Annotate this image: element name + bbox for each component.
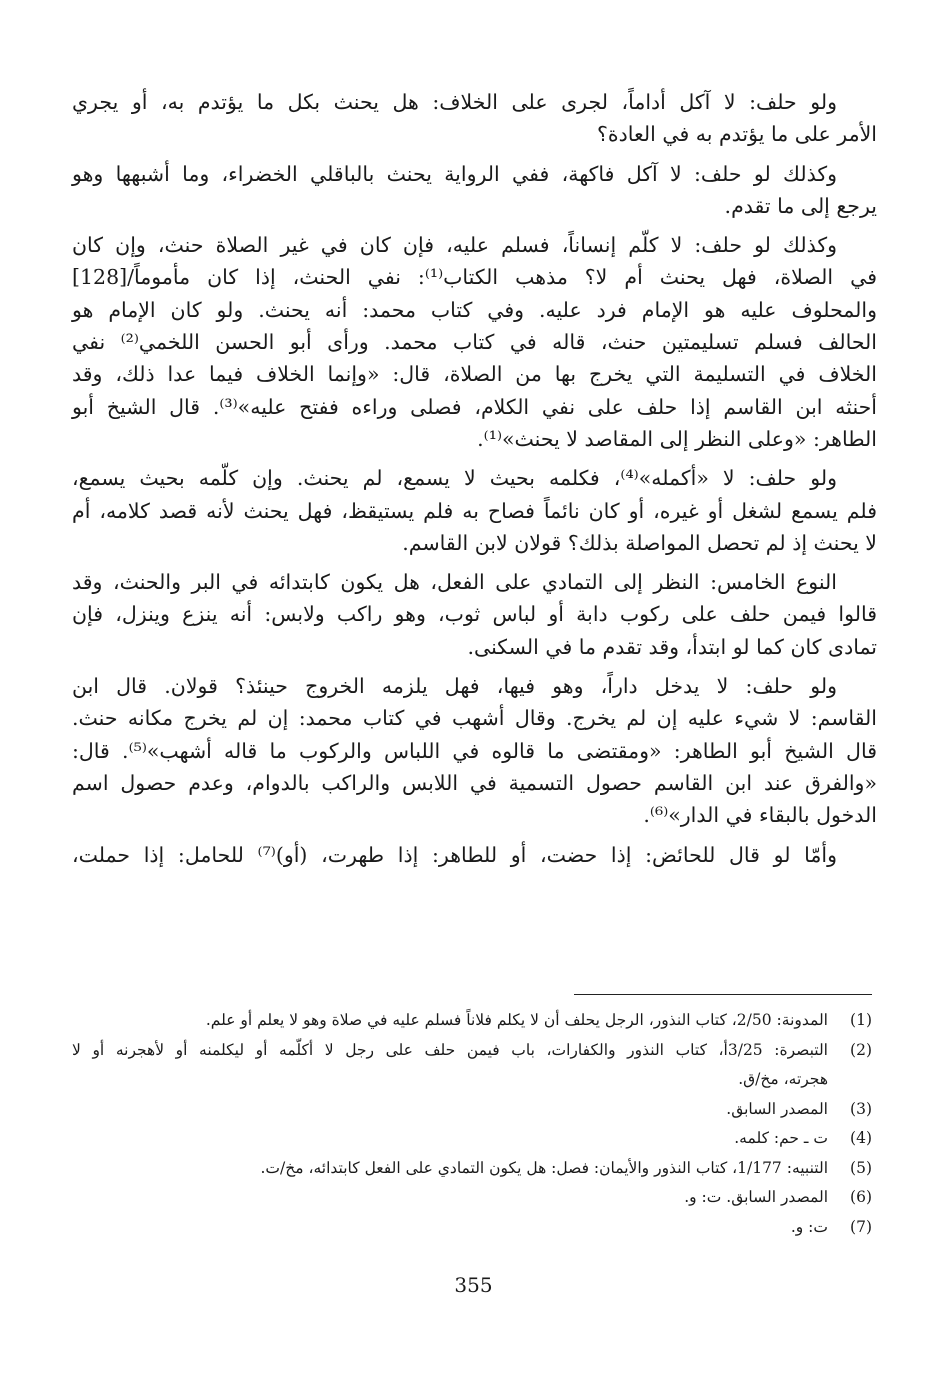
text-line: قال الشيخ أبو الطاهر: «ومقتضى ما قالوه في اللباس والركوب ما قاله أشهب»⁽⁵⁾. قال: [72, 738, 877, 763]
footnote-text: هجرته، مخ/ق. [738, 1070, 828, 1088]
paragraph [72, 566, 877, 663]
text-line: الدخول بالبقاء في الدار»⁽⁶⁾. [643, 803, 877, 828]
text-line: أحنثه ابن القاسم إذا حلف على نفي الكلام، فصلى وراءه ففتح عليه»⁽³⁾. قال الشيخ أبو [72, 394, 877, 419]
main-text [72, 86, 877, 878]
text-line: ولو حلف: لا «أكمله»⁽⁴⁾، فكلمه بحيث لا يسمع، لم يحنث. وإن كلّمه بحيث يسمع، [72, 466, 837, 491]
text-line: في الصلاة، فهل يحنث أم لا؟ مذهب الكتاب⁽¹⁾: نفي الحنث، إذا كان مأموماً/[128] [72, 265, 877, 290]
footnote-text: التنبيه: 1/177، كتاب النذور والأيمان: فصل: هل يكون التمادي على الفعل كابتدائه، مخ/ت. [260, 1158, 828, 1177]
footnote-separator [574, 994, 872, 995]
paragraph [72, 229, 877, 455]
text-line: الخلاف في التسليمة التي يخرج بها من الصلاة، قال: «وإنما الخلاف فيما عدا ذلك، وقد [72, 362, 877, 387]
footnote-number: (6) [850, 1188, 872, 1206]
footnote-number: (4) [850, 1129, 872, 1147]
footnote [72, 1183, 872, 1213]
text-line: «والفرق عند ابن القاسم حصول التسمية في اللابس والراكب بالدوام، وعدم حصول اسم [72, 770, 877, 795]
footnote-text: المدونة: 2/50، كتاب النذور، الرجل يحلف أن لا يكلم فلاناً فسلم عليه في صلاة وهو لا يعلم أو علم. [205, 1011, 828, 1029]
page-number: 355 [454, 1273, 493, 1297]
footnote [72, 1213, 872, 1243]
footnote-number: (5) [850, 1158, 872, 1177]
text-line: وكذلك لو حلف: لا آكل فاكهة، ففي الرواية يحنث بالباقلي الخضراء، وما أشبهها وهو [72, 161, 837, 186]
footnote-text: المصدر السابق. ت: و. [684, 1188, 828, 1206]
text-line: النوع الخامس: النظر إلى التمادي على الفعل، هل يكون كابتدائه في البر والحنث، وقد [72, 570, 837, 595]
footnote [72, 1095, 872, 1125]
text-line: الأمر على ما يؤتدم به في العادة؟ [597, 122, 877, 147]
paragraph [72, 462, 877, 559]
text-line: فلم يسمع لشغل أو غيره، أو كان نائماً فصاح به فلم يستيقظ، فهل يحنث لأنه قصد كلامه، أم [72, 498, 877, 523]
text-line: ولو حلف: لا آكل أداماً، لجرى على الخلاف: هل يحنث بكل ما يؤتدم به، أو يجري [72, 90, 837, 114]
paragraph [72, 86, 877, 151]
paragraph [72, 670, 877, 831]
text-line: الطاهر: «وعلى النظر إلى المقاصد لا يحنث»⁽¹⁾. [477, 426, 877, 451]
footnote-text: ت ـ حم: كلمه. [734, 1129, 828, 1147]
footnote [72, 1006, 872, 1036]
footnote-number: (7) [850, 1217, 872, 1236]
footnote-number: (3) [850, 1099, 872, 1118]
footnote-text: المصدر السابق. [726, 1099, 828, 1118]
text-line: يرجع إلى ما تقدم. [724, 193, 877, 218]
text-line: تمادى كان كما لو ابتدأ، وقد تقدم ما في السكنى. [467, 634, 877, 659]
text-line: قالوا فيمن حلف على ركوب دابة أو لباس ثوب، وهو راكب ولابس: أنه ينزع وينزل، فإن [72, 602, 877, 627]
text-line: القاسم: لا شيء عليه إن لم يخرج. وقال أشهب في كتاب محمد: إن لم يخرج مكانه حنث. [72, 706, 877, 731]
paragraph [72, 158, 877, 223]
footnote-number: (1) [850, 1011, 872, 1029]
text-line: والمحلوف عليه هو الإمام فرد عليه. وفي كتاب محمد: أنه يحنث. ولو كان الإمام هو [72, 297, 877, 322]
text-line: لا يحنث إذ لم تحصل المواصلة بذلك؟ قولان لابن القاسم. [402, 530, 877, 555]
footnote [72, 1124, 872, 1154]
footnote-text: التبصرة: 3/25أ، كتاب النذور والكفارات، باب فيمن حلف على رجل لا أكلّمه أو ليكلمنه أو لأهجرنه أو لا [72, 1040, 828, 1059]
footnote-text: ت: و. [790, 1217, 828, 1236]
text-line: ولو حلف: لا يدخل داراً، وهو فيها، فهل يلزمه الخروج حينئذ؟ قولان. قال ابن [72, 674, 837, 699]
text-line: الحالف فسلم تسليمتين حنث، قاله في كتاب محمد. ورأى أبو الحسن اللخمي⁽²⁾ نفي [72, 330, 877, 355]
footnotes [72, 1006, 872, 1242]
paragraph [72, 839, 877, 871]
text-line: وكذلك لو حلف: لا كلّم إنساناً، فسلم عليه، فإن كان في غير الصلاة حنث، وإن كان [72, 233, 837, 258]
footnote [72, 1154, 872, 1184]
footnote [72, 1036, 872, 1095]
footnote-number: (2) [850, 1040, 872, 1059]
text-line: وأمّا لو قال للحائض: إذا حضت، أو للطاهر: إذا طهرت، (أو)⁽⁷⁾ للحامل: إذا حملت، [72, 842, 837, 867]
